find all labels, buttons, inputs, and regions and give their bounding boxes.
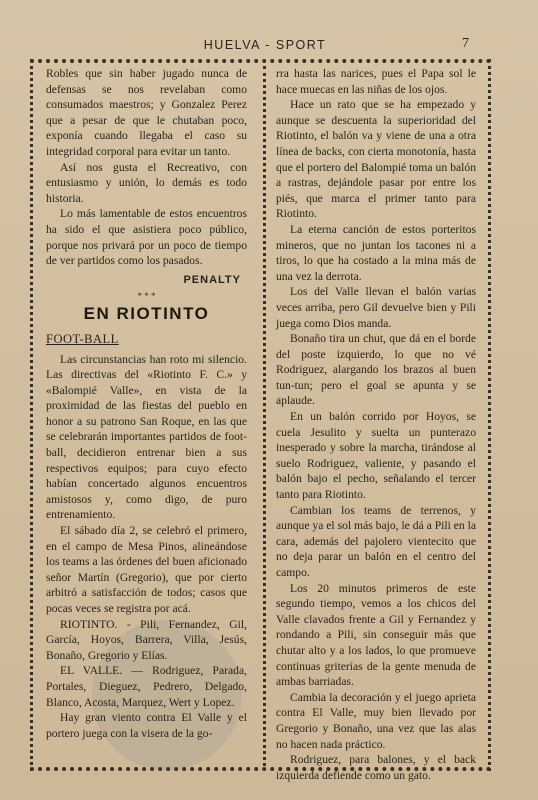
paragraph: Así nos gusta el Recreativo, con entusiasmo y unión, lo demás es todo historia. <box>46 160 247 205</box>
paragraph: EL VALLE. — Rodriguez, Parada, Portales, Dieguez, Pedrero, Delgado, Blanco, Acosta, Marquez, Wert y Lopez. <box>46 664 247 709</box>
section-title: EN RIOTINTO <box>83 304 210 324</box>
paragraph: En un balón corrido por Hoyos, se cuela Jesulito y suelta un punterazo inesperado y sobre la marcha, tirándose al suelo Rodriguez, valiente, y pasando el balón bajo el pecho, señalando el tercer tanto para Riotinto. <box>276 410 476 502</box>
article-signature: PENALTY <box>183 273 241 286</box>
paragraph: El sábado día 2, se celebró el primero, en el campo de Mesa Pinos, alineándose los teams a las órdenes del buen aficionado señor Martín (Gregorio), que por cierto arbitró a satisfacción de todos; casos que pocas veces se registra por acá. <box>46 524 247 615</box>
paragraph: RIOTINTO. - Pili, Fernandez, Gil, García, Hoyos, Barrera, Villa, Jesús, Bonaño, Gregorio y Elías. <box>46 617 247 662</box>
paragraph: Los del Valle llevan el balón varias veces arriba, pero Gil devuelve bien y Pili juega como Dios manda. <box>276 285 476 330</box>
section-separator: * * * <box>137 291 156 302</box>
paragraph: Hay gran viento contra El Valle y el portero juega con la visera de la go- <box>46 711 247 740</box>
left-column <box>46 66 247 741</box>
paragraph: Las circunstancias han roto mi silencio. Las directivas del «Riotinto F. C.» y «Balompié Valle», en vista de la proximidad de las fiestas del pueblo en honor a su patrono San Roque, en las que se celebrarán importantes partidos de foot-ball, decidieron entrenar bien a sus respectivos equipos; para cuyo efecto habían concertado algunos encuentros amistosos y, como digo, de puro entrenamiento. <box>46 352 247 522</box>
right-column <box>276 66 476 783</box>
paragraph: Robles que sin haber jugado nunca de defensas se nos revelaban como consumados maestros; y Gonzalez Perez que a pesar de que le chutaban poco, exponía cuando llegaba el caso su integridad corporal para evitar un tanto. <box>46 67 247 158</box>
paragraph: Los 20 minutos primeros de este segundo tiempo, vemos a los chicos del Valle clavados frente a Gil y Fernandez y rondando a Pili, sin conseguir más que chutar alto y a los lados, lo que promueve continuas griterías de la gente menuda de ambas barriadas. <box>276 581 476 689</box>
paragraph: La eterna canción de estos porteritos mineros, que no juntan los tacones ni a tiros, lo que ha costado a la mina más de una vez la derrota. <box>276 222 476 283</box>
paragraph: Rodriguez, para balones, y el back izquierda defiende como un gato. <box>276 753 476 782</box>
subheading: FOOT-BALL <box>46 331 119 346</box>
paragraph: rra hasta las narices, pues el Papa sol le hace muecas en las niñas de los ojos. <box>276 67 476 96</box>
paragraph: Hace un rato que se ha empezado y aunque se descuenta la superioridad del Riotinto, el balón va y viene de una a otra línea de backs, con cierta monotonía, hasta que el portero del Balompié toma un balón a rastras, dejándole pasar por entre los piés, que marca el primer tanto para Riotinto. <box>276 98 476 221</box>
page-number: 7 <box>462 36 469 51</box>
paragraph: Lo más lamentable de estos encuentros ha sido el que asistiera poco público, porque nos privará por un poco de tiempo de ver partidos como los pasados. <box>46 207 247 268</box>
paragraph: Cambia la decoración y el juego aprieta contra El Valle, muy bien llevado por Gregorio y Bonaño, una vez que las alas no hacen nada práctico. <box>276 690 476 751</box>
column-divider <box>263 66 266 766</box>
paragraph: Bonaño tira un chut, que dá en el borde del poste izquierdo, lo que no vé Rodriguez, alargando los brazos al buen tun-tun; pero el goal se apunta y se aplaude. <box>276 332 476 408</box>
page-header <box>0 34 538 54</box>
publication-title: HUELVA - SPORT <box>203 38 327 52</box>
paragraph: Cambian los teams de terrenos, y aunque ya el sol más bajo, le dá a Pili en la cara, además del pajolero vientecito que no deja parar un balón en el centro del campo. <box>276 503 476 579</box>
